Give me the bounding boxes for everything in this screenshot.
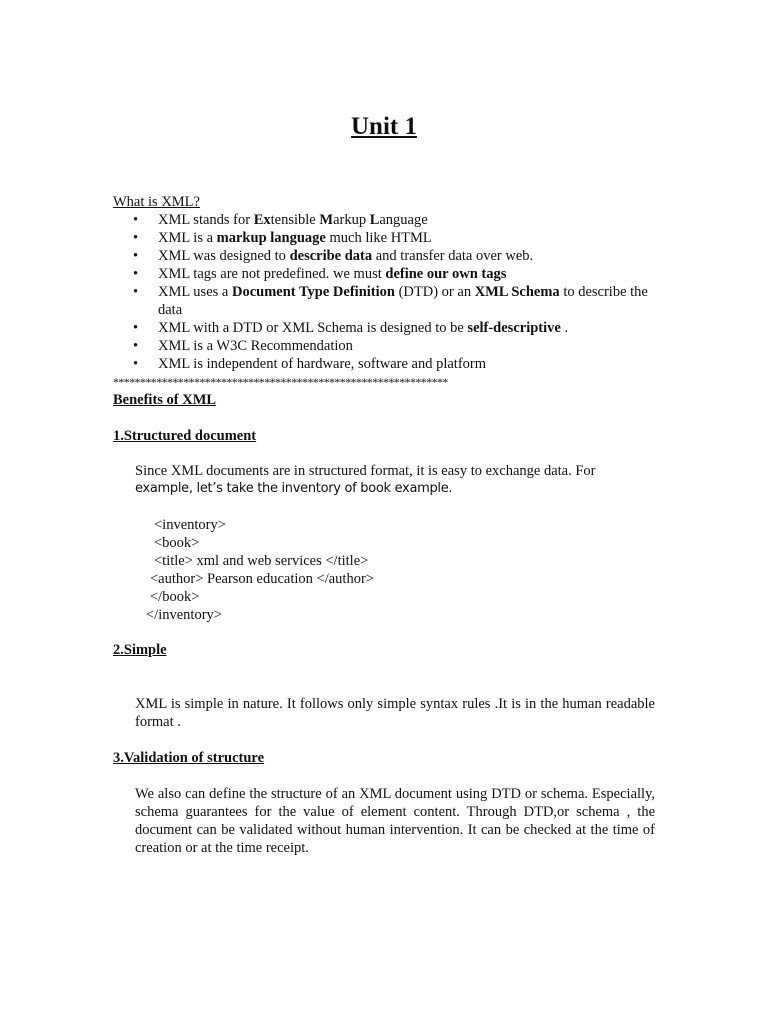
text: XML is independent of hardware, software and platform (158, 356, 487, 372)
page-title: Unit 1 (351, 113, 417, 140)
code-line: <inventory> (154, 517, 226, 533)
text: M (319, 212, 334, 228)
text: E (253, 212, 264, 228)
bullet: • (133, 356, 139, 372)
what-is-xml-heading: What is XML? (113, 194, 200, 210)
text: L (369, 212, 380, 228)
text: XML was designed to (158, 248, 290, 264)
bullet: • (133, 284, 139, 300)
text: and transfer data over web. (372, 248, 534, 264)
text: x (263, 212, 271, 228)
list-item (113, 337, 658, 355)
text: XML Schema (474, 284, 560, 300)
text: XML stands for (158, 212, 254, 228)
section-heading-structured: 1.Structured document (113, 428, 257, 444)
list-item (113, 229, 658, 247)
text: XML with a DTD or XML Schema is designed to be (158, 320, 468, 336)
list-item (113, 265, 658, 283)
text: XML is a W3C Recommendation (158, 338, 353, 354)
list-item (113, 211, 658, 229)
bullet: • (133, 320, 139, 336)
structured-paragraph-line2: example, let’s take the inventory of book example. (135, 481, 453, 496)
validation-paragraph: We also can define the structure of an XML document using DTD or schema. Especially, schema guarantees for the value of element content. Through DTD,or schema , the document can be validated without human intervention. It can be checked at the time of creation or at the time receipt. (135, 786, 655, 856)
list-item (113, 283, 658, 319)
text: XML is a (158, 230, 217, 246)
bullet: • (133, 266, 139, 282)
text: markup language (216, 230, 326, 246)
simple-paragraph: XML is simple in nature. It follows only simple syntax rules .It is in the human readable format . (135, 696, 655, 730)
list-item (113, 355, 658, 373)
list-item (113, 319, 658, 337)
benefits-heading: Benefits of XML (113, 392, 217, 408)
text: . (560, 320, 569, 336)
code-line: <author> Pearson education </author> (150, 571, 374, 587)
text: self-descriptive (467, 320, 561, 336)
bullet: • (133, 212, 139, 228)
code-line: </book> (150, 589, 200, 605)
text: to describe the data (158, 284, 648, 318)
bullet: • (133, 230, 139, 246)
text: XML tags are not predefined. we must (158, 266, 386, 282)
code-line: <book> (154, 535, 200, 551)
structured-paragraph-line1: Since XML documents are in structured format, it is easy to exchange data. For (135, 463, 596, 479)
code-line: <title> xml and web services </title> (154, 553, 369, 569)
code-line: </inventory> (146, 607, 222, 623)
text: arkup (333, 212, 370, 228)
section-heading-simple: 2.Simple (113, 642, 167, 658)
section-heading-validation: 3.Validation of structure (113, 750, 265, 766)
bullet: • (133, 338, 139, 354)
text: much like HTML (325, 230, 432, 246)
text: describe data (289, 248, 373, 264)
text: tensible (270, 212, 320, 228)
bullet: • (133, 248, 139, 264)
text: anguage (379, 212, 428, 228)
list-item (113, 247, 658, 265)
text: XML uses a (158, 284, 232, 300)
text: Document Type Definition (231, 284, 395, 300)
text: define our own tags (385, 266, 507, 282)
asterisk-separator: ************************************************************** (113, 375, 448, 389)
xml-bullet-list (113, 211, 658, 373)
text: (DTD) or an (394, 284, 475, 300)
